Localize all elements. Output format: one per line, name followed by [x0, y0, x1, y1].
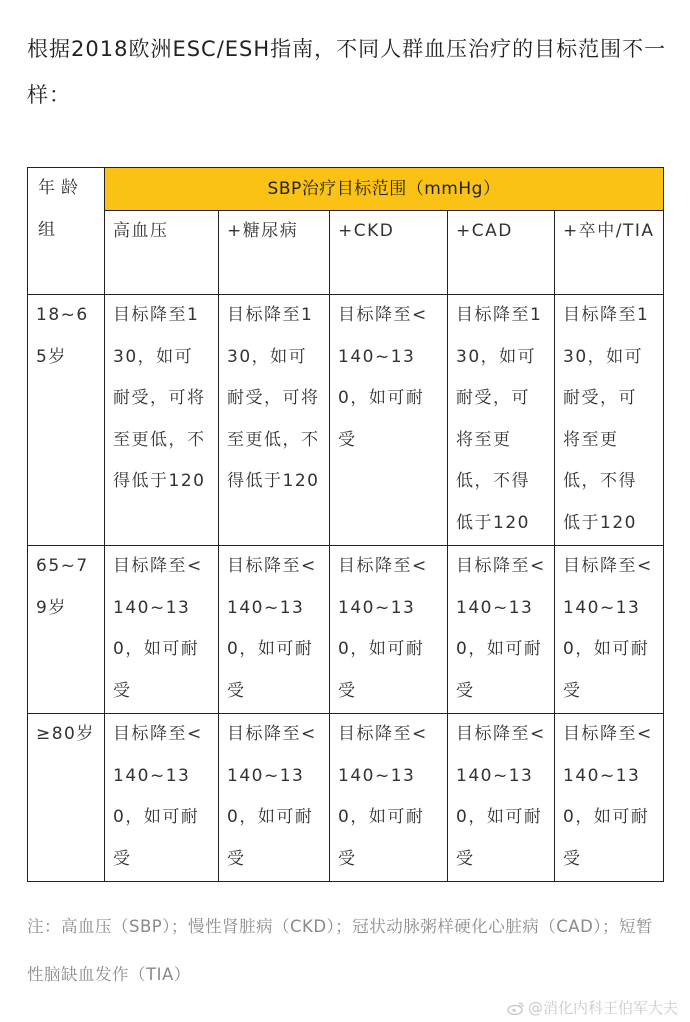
- table-cell: 目标降至<140~130，如可耐受: [448, 714, 555, 882]
- table-cell: 目标降至<140~130，如可耐受: [555, 714, 664, 882]
- watermark-text: @消化内科王伯军大夫: [527, 999, 678, 1017]
- footnote: 注：高血压（SBP）；慢性肾脏病（CKD）；冠状动脉粥样硬化心脏病（CAD）；短暂性脑缺血发作（TIA）: [27, 917, 654, 984]
- column-header-stroke-tia: +卒中/TIA: [555, 211, 664, 295]
- table-cell: 目标降至130，如可耐受，可将至更低，不得低于120: [555, 295, 664, 546]
- weibo-icon: [507, 1001, 525, 1015]
- table-cell: 目标降至<140~130，如可耐受: [555, 546, 664, 714]
- column-header-hypertension: 高血压: [105, 211, 219, 295]
- sbp-target-header: SBP治疗目标范围（mmHg）: [105, 168, 664, 211]
- table-cell: 目标降至<140~130，如可耐受: [105, 714, 219, 882]
- bp-target-table: [27, 167, 664, 882]
- table-cell: 目标降至<140~130，如可耐受: [219, 714, 330, 882]
- table-cell: 目标降至<140~130，如可耐受: [330, 295, 448, 546]
- column-header-diabetes: +糖尿病: [219, 211, 330, 295]
- table-cell: 目标降至130，如可耐受，可将至更低，不得低于120: [448, 295, 555, 546]
- age-group-cell: 65~79岁: [28, 546, 105, 714]
- column-header-cad: +CAD: [448, 211, 555, 295]
- table-row: [28, 546, 664, 714]
- column-header-ckd: +CKD: [330, 211, 448, 295]
- age-group-cell: ≥80岁: [28, 714, 105, 882]
- table-row: [28, 295, 664, 546]
- table-cell: 目标降至130，如可耐受，可将至更低，不得低于120: [219, 295, 330, 546]
- watermark: [507, 997, 678, 1018]
- age-group-cell: 18~65岁: [28, 295, 105, 546]
- table-cell: 目标降至<140~130，如可耐受: [219, 546, 330, 714]
- intro-paragraph: 根据2018欧洲ESC/ESH指南，不同人群血压治疗的目标范围不一样：: [27, 37, 667, 107]
- table-cell: 目标降至<140~130，如可耐受: [105, 546, 219, 714]
- age-group-header: 年龄组: [28, 168, 105, 295]
- table-cell: 目标降至<140~130，如可耐受: [330, 714, 448, 882]
- table-row: [28, 714, 664, 882]
- table-cell: 目标降至<140~130，如可耐受: [448, 546, 555, 714]
- table-cell: 目标降至<140~130，如可耐受: [330, 546, 448, 714]
- table-cell: 目标降至130，如可耐受，可将至更低，不得低于120: [105, 295, 219, 546]
